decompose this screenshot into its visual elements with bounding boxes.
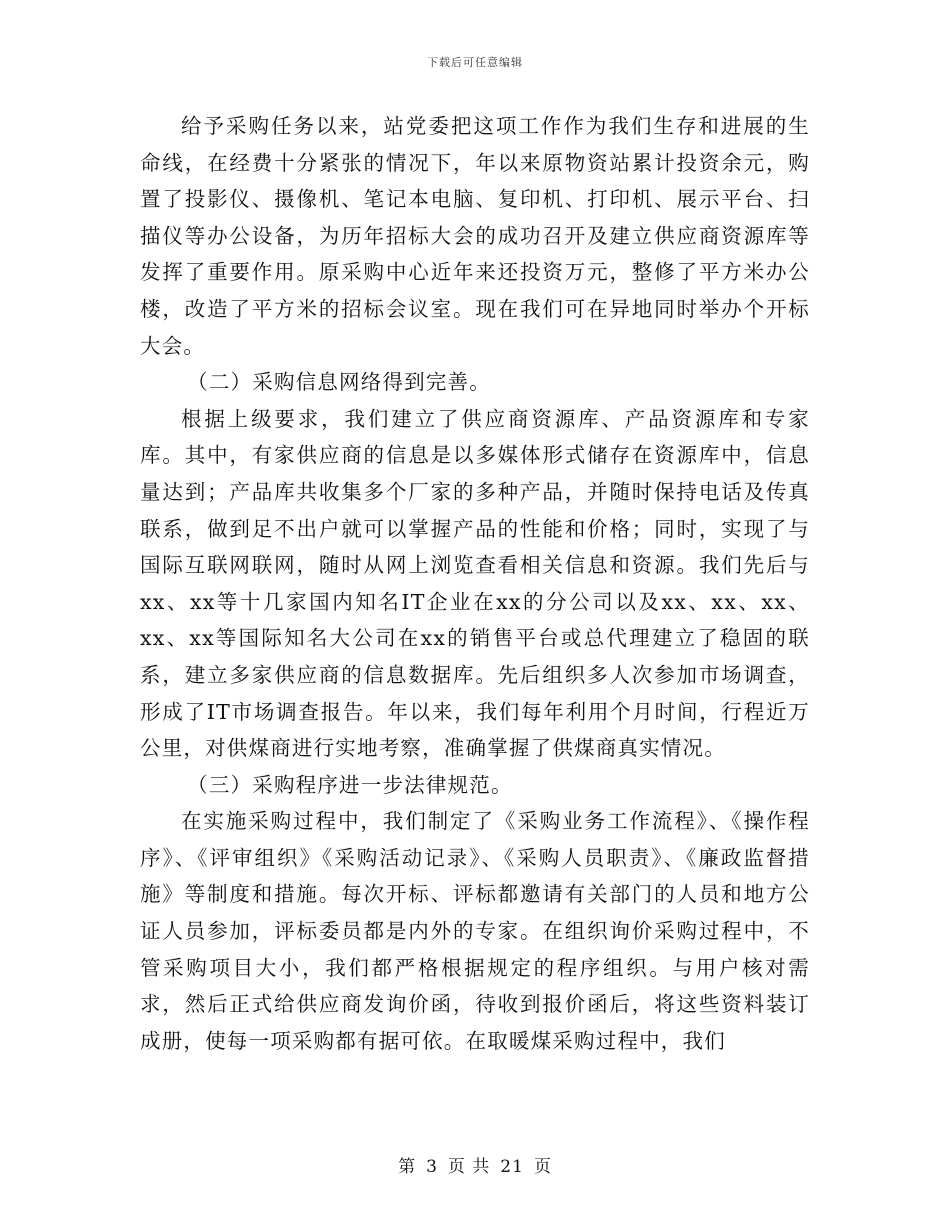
- paragraph-investment: 给予采购任务以来，站党委把这项工作作为我们生存和进展的生命线，在经费十分紧张的情况下，年以来原物资站累计投资余元，购置了投影仪、摄像机、笔记本电脑、复印机、打印机、展示平台、扫描仪等办公设备，为历年招标大会的成功召开及建立供应商资源库等发挥了重要作用。原采购中心近年来还投资万元，整修了平方米办公楼，改造了平方米的招标会议室。现在我们可在异地同时举办个开标大会。: [140, 114, 810, 358]
- header-note: 下载后可任意编辑: [427, 56, 523, 69]
- section-heading-3: （三）采购程序进一步法律规范。: [187, 772, 513, 797]
- page-label-mid: 页 共: [447, 1157, 491, 1177]
- page-footer: [0, 1152, 950, 1177]
- paragraph-procedures: 在实施采购过程中，我们制定了《采购业务工作流程》、《操作程序》、《评审组织》《采购活动记录》、《采购人员职责》、《廉政监督措施》等制度和措施。每次开标、评标都邀请有关部门的人员和地方公证人员参加，评标委员都是内外的专家。在组织询价采购过程中，不管采购项目大小，我们都严格根据规定的程序组织。与用户核对需求，然后正式给供应商发询价函，待收到报价函后，将这些资料装订成册，使每一项采购都有据可依。在取暖煤采购过程中，我们: [140, 809, 810, 1053]
- document-body: [140, 108, 810, 1059]
- current-page-number: 3: [426, 1157, 438, 1177]
- section-heading-2: （二）采购信息网络得到完善。: [187, 370, 491, 395]
- page-label-post: 页: [533, 1157, 552, 1177]
- page-label-pre: 第: [398, 1157, 417, 1177]
- paragraph-info-network: 根据上级要求，我们建立了供应商资源库、产品资源库和专家库。其中，有家供应商的信息是以多媒体形式储存在资源库中，信息量达到；产品库共收集多个厂家的多种产品，并随时保持电话及传真联系，做到足不出户就可以掌握产品的性能和价格；同时，实现了与国际互联网联网，随时从网上浏览查看相关信息和资源。我们先后与xx、xx等十几家国内知名IT企业在xx的分公司以及xx、xx、xx、xx、xx等国际知名大公司在xx的销售平台或总代理建立了稳固的联系，建立多家供应商的信息数据库。先后组织多人次参加市场调查，形成了IT市场调查报告。年以来，我们每年利用个月时间，行程近万公里，对供煤商进行实地考察，准确掌握了供煤商真实情况。: [140, 406, 810, 761]
- total-pages-number: 21: [500, 1157, 524, 1177]
